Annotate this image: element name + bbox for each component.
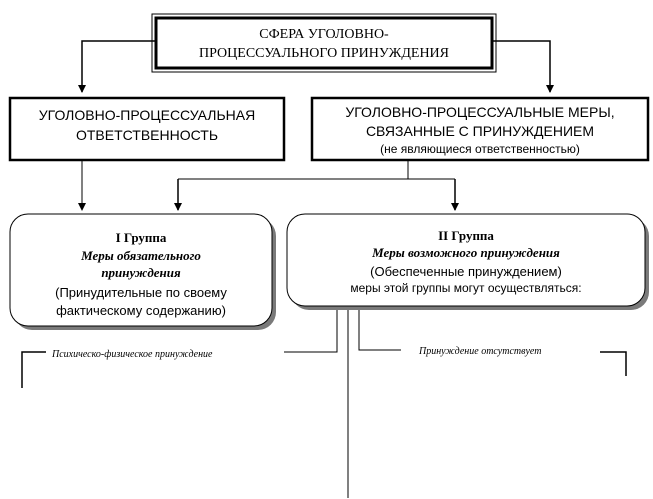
right-box-line1: УГОЛОВНО-ПРОЦЕССУАЛЬНЫЕ МЕРЫ,: [345, 104, 615, 120]
group1-box: [10, 214, 276, 330]
right-box-line3: (не являющиеся ответственностью): [380, 142, 580, 156]
group2-title: II Группа: [438, 228, 494, 243]
group1-subtitle-line2: принуждения: [101, 265, 181, 280]
middle-connectors: [82, 160, 455, 210]
top-box-line1: СФЕРА УГОЛОВНО-: [259, 27, 389, 42]
group2-box: [287, 214, 649, 310]
group2-note-line2: меры этой группы могут осуществляться:: [350, 281, 582, 295]
lower-connectors: [22, 310, 626, 498]
group1-title: I Группа: [115, 230, 167, 245]
connector-to-coercion-branch: [284, 310, 337, 352]
left-box: [10, 98, 284, 160]
top-box: [152, 14, 496, 72]
group1-note-line1: (Принудительные по своему: [55, 285, 227, 300]
coercion-branch-label: Психическо-физическое принуждение: [52, 349, 213, 360]
left-box-line1: УГОЛОВНО-ПРОЦЕССУАЛЬНАЯ: [38, 107, 256, 123]
no-coercion-branch-bracket: [600, 352, 626, 376]
no-coercion-branch-label: Принуждение отсутствует: [419, 346, 542, 357]
arrow-to-coercive-measures: [492, 41, 550, 92]
right-box-line2: СВЯЗАННЫЕ С ПРИНУЖДЕНИЕМ: [365, 123, 595, 139]
right-box: [312, 98, 648, 160]
group1-subtitle-line1: Меры обязательного: [81, 248, 201, 263]
connector-to-no-coercion-branch: [359, 310, 401, 350]
group2-note-line1: (Обеспеченные принуждением): [370, 264, 562, 279]
top-box-line2: ПРОЦЕССУАЛЬНОГО ПРИНУЖДЕНИЯ: [198, 46, 450, 61]
arrow-to-liability: [82, 41, 156, 92]
group2-subtitle: Меры возможного принуждения: [372, 245, 560, 260]
left-box-line2: ОТВЕТСТВЕННОСТЬ: [75, 127, 219, 143]
coercion-branch-bracket: [22, 352, 46, 388]
group1-note-line2: фактическому содержанию): [56, 303, 226, 318]
